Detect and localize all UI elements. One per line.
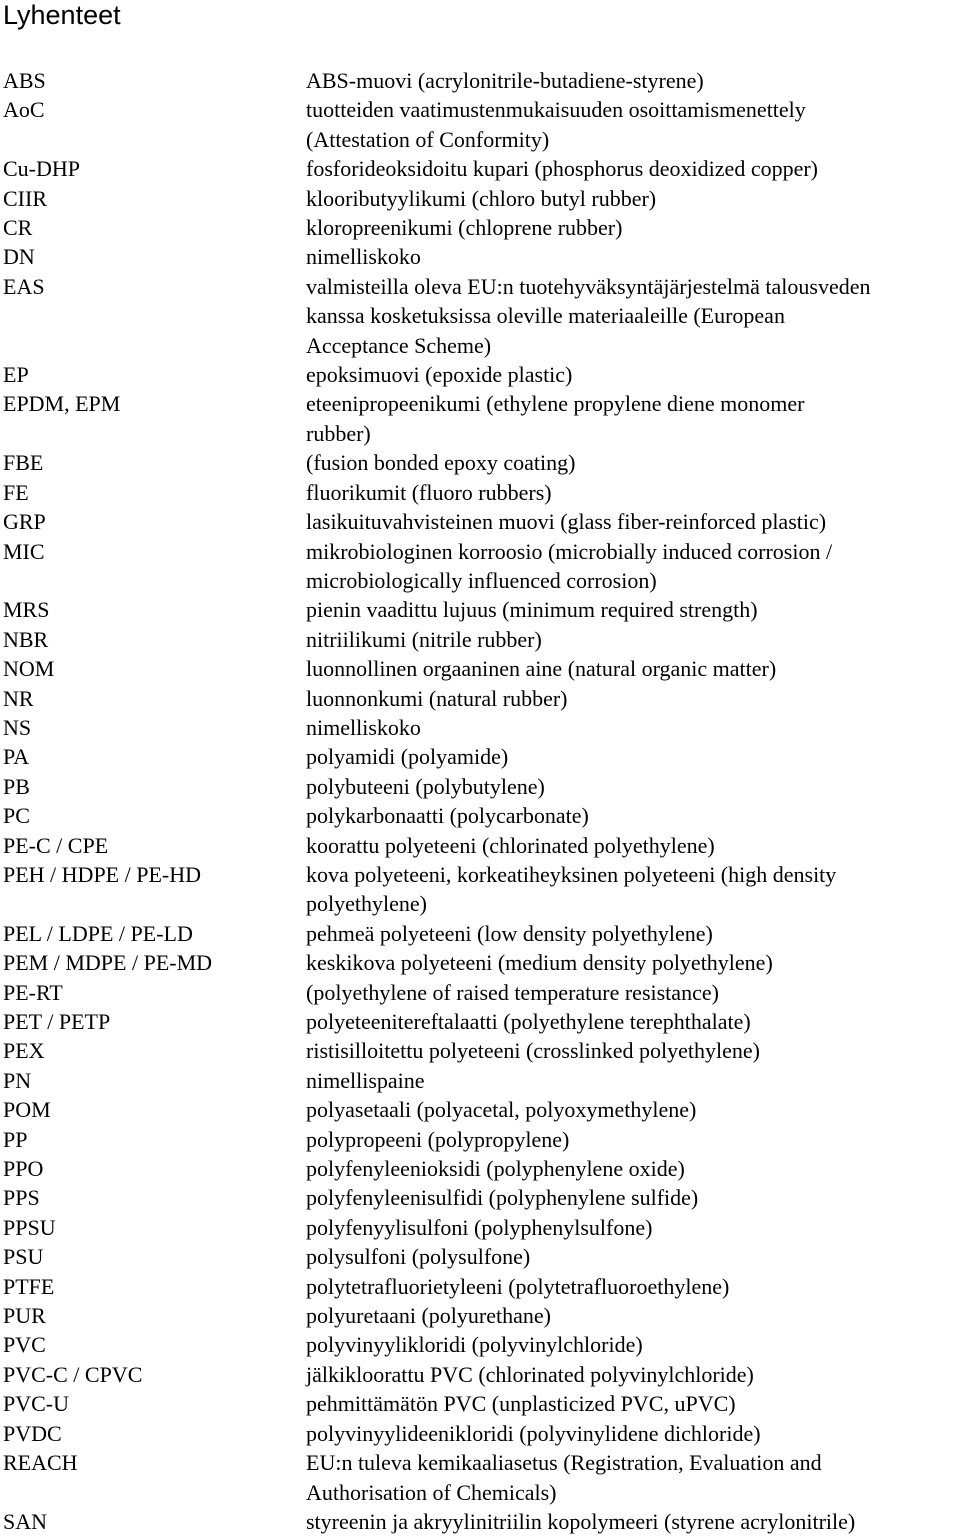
abbreviation-definition	[306, 1272, 960, 1301]
definition-line: polysulfoni (polysulfone)	[306, 1244, 531, 1270]
abbreviation-definition	[306, 537, 960, 596]
abbreviation-row	[3, 742, 960, 771]
abbreviation-term: ABS	[3, 68, 46, 93]
definition-line: luonnollinen orgaaninen aine (natural organic matter)	[306, 656, 777, 682]
abbreviation-row	[3, 1448, 960, 1507]
abbreviation-definition	[306, 272, 960, 360]
definition-line: epoksimuovi (epoxide plastic)	[306, 362, 573, 388]
abbreviation-term: DN	[3, 244, 35, 270]
abbreviation-term: GRP	[3, 509, 46, 535]
abbreviation-term: PEX	[3, 1038, 45, 1064]
definition-line: polyasetaali (polyacetal, polyoxymethylene)	[306, 1097, 697, 1123]
abbreviation-definition	[306, 654, 960, 683]
abbreviation-term: PN	[3, 1067, 32, 1093]
definition-line: nimelliskoko	[306, 714, 421, 740]
abbreviation-term: PTFE	[3, 1273, 55, 1299]
abbreviation-definition	[306, 1007, 960, 1036]
definition-line: EU:n tuleva kemikaaliasetus (Registration, Evaluation and	[306, 1450, 822, 1476]
abbreviation-definition	[306, 1213, 960, 1242]
abbreviation-definition	[306, 213, 960, 242]
definition-line: kloropreenikumi (chloprene rubber)	[306, 215, 623, 241]
abbreviation-definition	[306, 184, 960, 213]
abbreviation-row	[3, 1213, 960, 1242]
abbreviation-term: EP	[3, 362, 29, 388]
definition-line: pehmittämätön PVC (unplasticized PVC, uPVC)	[306, 1391, 736, 1417]
definition-line: polykarbonaatti (polycarbonate)	[306, 803, 589, 829]
abbreviation-row	[3, 1301, 960, 1330]
abbreviation-term: PEM / MDPE / PE-MD	[3, 950, 213, 976]
abbreviation-term: PVDC	[3, 1420, 62, 1446]
abbreviation-row	[3, 478, 960, 507]
abbreviation-definition	[306, 1066, 960, 1095]
definition-line: kanssa kosketuksissa oleville materiaaleille (European	[306, 303, 785, 329]
abbreviation-definition	[306, 1242, 960, 1271]
abbreviation-row	[3, 1154, 960, 1183]
abbreviation-term: MIC	[3, 538, 45, 564]
abbreviation-term: NBR	[3, 626, 49, 652]
abbreviation-row	[3, 66, 960, 95]
abbreviation-term: PB	[3, 773, 30, 799]
abbreviation-definition	[306, 1419, 960, 1448]
definition-line: Acceptance Scheme)	[306, 332, 492, 358]
abbreviation-row	[3, 1036, 960, 1065]
abbreviation-row	[3, 1066, 960, 1095]
abbreviation-term: PC	[3, 803, 30, 829]
abbreviation-row	[3, 1007, 960, 1036]
abbreviation-definition	[306, 360, 960, 389]
abbreviation-row	[3, 1095, 960, 1124]
abbreviation-definition	[306, 948, 960, 977]
abbreviation-row	[3, 978, 960, 1007]
abbreviation-row	[3, 1360, 960, 1389]
abbreviation-term: PE-RT	[3, 979, 63, 1005]
definition-line: ristisilloitettu polyeteeni (crosslinked polyethylene)	[306, 1038, 760, 1064]
abbreviation-definition	[306, 1125, 960, 1154]
abbreviation-definition	[306, 95, 960, 154]
abbreviation-definition	[306, 1507, 960, 1536]
abbreviation-definition	[306, 478, 960, 507]
definition-line: klooributyylikumi (chloro butyl rubber)	[306, 185, 657, 211]
abbreviation-definition	[306, 919, 960, 948]
definition-line: tuotteiden vaatimustenmukaisuuden osoittamismenettely	[306, 97, 806, 123]
abbreviation-row	[3, 1330, 960, 1359]
definition-line: valmisteilla oleva EU:n tuotehyväksyntäjärjestelmä talousveden	[306, 273, 871, 299]
definition-line: (Attestation of Conformity)	[306, 126, 550, 152]
definition-line: jälkikloorattu PVC (chlorinated polyvinylchloride)	[306, 1361, 754, 1387]
abbreviation-term: AoC	[3, 97, 45, 123]
definition-line: polyvinyylikloridi (polyvinylchloride)	[306, 1332, 643, 1358]
abbreviation-row	[3, 595, 960, 624]
abbreviation-term: FBE	[3, 450, 44, 476]
abbreviation-term: CR	[3, 215, 33, 241]
abbreviation-row	[3, 507, 960, 536]
abbreviation-term: PA	[3, 744, 30, 770]
abbreviation-term: PET / PETP	[3, 1009, 111, 1034]
abbreviation-term: PPO	[3, 1156, 44, 1182]
definition-line: fosforideoksidoitu kupari (phosphorus deoxidized copper)	[306, 156, 818, 182]
definition-line: polybuteeni (polybutylene)	[306, 773, 545, 799]
definition-line: nitriilikumi (nitrile rubber)	[306, 626, 542, 652]
abbreviation-term: PEH / HDPE / PE-HD	[3, 861, 202, 887]
abbreviation-term: PVC	[3, 1332, 46, 1358]
abbreviation-term: EAS	[3, 273, 45, 299]
definition-line: polyfenyleenioksidi (polyphenylene oxide)	[306, 1156, 685, 1182]
definition-line: eteenipropeenikumi (ethylene propylene diene monomer	[306, 391, 805, 417]
definition-line: rubber)	[306, 420, 371, 446]
abbreviation-row	[3, 713, 960, 742]
definition-line: fluorikumit (fluoro rubbers)	[306, 479, 552, 505]
abbreviation-row	[3, 948, 960, 977]
abbreviation-definition	[306, 66, 960, 95]
definition-line: koorattu polyeteeni (chlorinated polyethylene)	[306, 832, 715, 858]
abbreviation-definition	[306, 1183, 960, 1212]
definition-line: pienin vaadittu lujuus (minimum required strength)	[306, 597, 758, 623]
abbreviation-row	[3, 272, 960, 360]
definition-line: nimelliskoko	[306, 244, 421, 270]
abbreviation-definition	[306, 1389, 960, 1418]
abbreviation-term: PPS	[3, 1185, 40, 1211]
abbreviation-definition	[306, 507, 960, 536]
abbreviation-row	[3, 1507, 960, 1536]
abbreviation-definition	[306, 831, 960, 860]
abbreviation-row	[3, 1419, 960, 1448]
abbreviation-definition	[306, 1448, 960, 1507]
abbreviation-row	[3, 389, 960, 448]
abbreviation-row	[3, 860, 960, 919]
abbreviation-definition	[306, 742, 960, 771]
abbreviation-term: CIIR	[3, 185, 47, 211]
abbreviation-definition	[306, 1095, 960, 1124]
abbreviation-definition	[306, 1154, 960, 1183]
page-title: Lyhenteet	[3, 0, 121, 30]
definition-line: nimellispaine	[306, 1067, 425, 1093]
abbreviation-definition	[306, 860, 960, 919]
abbreviation-row	[3, 213, 960, 242]
abbreviation-row	[3, 831, 960, 860]
abbreviation-row	[3, 360, 960, 389]
abbreviation-definition	[306, 713, 960, 742]
abbreviation-row	[3, 625, 960, 654]
abbreviation-definition	[306, 1036, 960, 1065]
abbreviation-definition	[306, 595, 960, 624]
abbreviation-term: Cu-DHP	[3, 156, 81, 182]
definition-line: lasikuituvahvisteinen muovi (glass fiber-reinforced plastic)	[306, 509, 827, 535]
abbreviation-term: PPSU	[3, 1214, 56, 1240]
abbreviation-row	[3, 919, 960, 948]
abbreviation-term: SAN	[3, 1508, 48, 1534]
abbreviation-definition	[306, 389, 960, 448]
definition-line: keskikova polyeteeni (medium density polyethylene)	[306, 950, 773, 976]
abbreviation-term: REACH	[3, 1450, 78, 1476]
abbreviation-term: PP	[3, 1126, 28, 1152]
definition-line: ABS-muovi (acrylonitrile-butadiene-styrene)	[306, 68, 704, 93]
abbreviation-term: PEL / LDPE / PE-LD	[3, 920, 193, 946]
abbreviation-row	[3, 1183, 960, 1212]
definition-line: polyuretaani (polyurethane)	[306, 1303, 551, 1329]
abbreviation-definition	[306, 154, 960, 183]
abbreviation-term: NR	[3, 685, 34, 711]
abbreviation-term: MRS	[3, 597, 50, 623]
abbreviation-row	[3, 772, 960, 801]
definition-line: polyamidi (polyamide)	[306, 744, 509, 770]
abbreviation-term: POM	[3, 1097, 51, 1123]
abbreviation-definition	[306, 772, 960, 801]
abbreviation-term: NS	[3, 714, 32, 740]
definition-line: pehmeä polyeteeni (low density polyethylene)	[306, 920, 713, 946]
abbreviation-term: NOM	[3, 656, 55, 682]
abbreviation-definition	[306, 1301, 960, 1330]
abbreviation-row	[3, 537, 960, 596]
abbreviation-term: PUR	[3, 1303, 46, 1329]
abbreviation-definition	[306, 978, 960, 1007]
definition-line: polyeteenitereftalaatti (polyethylene terephthalate)	[306, 1009, 751, 1034]
abbreviation-definition	[306, 625, 960, 654]
definition-line: polyfenyylisulfoni (polyphenylsulfone)	[306, 1214, 653, 1240]
definition-line: microbiologically influenced corrosion)	[306, 567, 657, 593]
abbreviation-list	[3, 66, 960, 1536]
abbreviation-row	[3, 801, 960, 830]
abbreviation-term: PE-C / CPE	[3, 832, 109, 858]
abbreviation-term: EPDM, EPM	[3, 391, 121, 417]
abbreviation-row	[3, 184, 960, 213]
abbreviation-term: PVC-C / CPVC	[3, 1361, 143, 1387]
definition-line: (fusion bonded epoxy coating)	[306, 450, 576, 476]
definition-line: luonnonkumi (natural rubber)	[306, 685, 568, 711]
definition-line: mikrobiologinen korroosio (microbially induced corrosion /	[306, 538, 833, 564]
abbreviation-definition	[306, 1330, 960, 1359]
abbreviation-definition	[306, 448, 960, 477]
abbreviation-row	[3, 242, 960, 271]
definition-line: polytetrafluorietyleeni (polytetrafluoroethylene)	[306, 1273, 730, 1299]
abbreviation-term: PSU	[3, 1244, 44, 1270]
abbreviation-term: FE	[3, 479, 29, 505]
abbreviation-row	[3, 1389, 960, 1418]
definition-line: styreenin ja akryylinitriilin kopolymeeri (styrene acrylonitrile)	[306, 1508, 856, 1534]
abbreviation-definition	[306, 1360, 960, 1389]
abbreviation-row	[3, 95, 960, 154]
abbreviation-definition	[306, 684, 960, 713]
definition-line: (polyethylene of raised temperature resistance)	[306, 979, 719, 1005]
abbreviation-row	[3, 154, 960, 183]
definition-line: polyfenyleenisulfidi (polyphenylene sulfide)	[306, 1185, 699, 1211]
abbreviation-row	[3, 1272, 960, 1301]
definition-line: polyvinyylideenikloridi (polyvinylidene dichloride)	[306, 1420, 761, 1446]
abbreviation-definition	[306, 242, 960, 271]
abbreviation-term: PVC-U	[3, 1391, 70, 1417]
abbreviation-row	[3, 1125, 960, 1154]
definition-line: Authorisation of Chemicals)	[306, 1479, 557, 1505]
abbreviation-row	[3, 684, 960, 713]
abbreviation-definition	[306, 801, 960, 830]
abbreviation-row	[3, 448, 960, 477]
definition-line: kova polyeteeni, korkeatiheyksinen polyeteeni (high density	[306, 861, 837, 887]
abbreviation-row	[3, 1242, 960, 1271]
definition-line: polyethylene)	[306, 891, 427, 917]
definition-line: polypropeeni (polypropylene)	[306, 1126, 570, 1152]
abbreviation-row	[3, 654, 960, 683]
